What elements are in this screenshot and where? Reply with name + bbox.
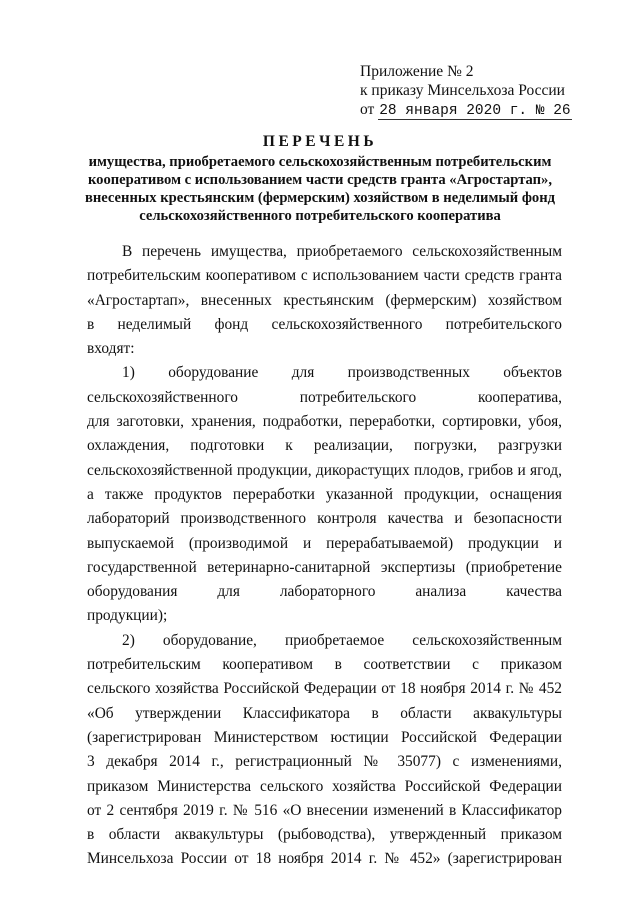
- body-line: от 2 сентября 2019 г. № 516 «О внесении изменений в Классификатор: [87, 801, 562, 819]
- body-line: потребительским кооперативом в соответствии с приказом: [87, 656, 562, 674]
- body-line: приказом Министерства сельского хозяйства Российской Федерации: [87, 777, 562, 795]
- body-line: сельскохозяйственного потребительского кооператива,: [87, 388, 562, 406]
- body-line: в области аквакультуры (рыбоводства), утвержденный приказом: [87, 826, 562, 844]
- body-line: продукции);: [87, 607, 168, 625]
- body-line: для заготовки, хранения, подработки, переработки, сортировки, убоя,: [87, 413, 562, 431]
- appendix-order-ref: к приказу Минсельхоза России: [360, 82, 565, 99]
- body-line: «Об утверждении Классификатора в области аквакультуры: [87, 704, 562, 722]
- appendix-number: Приложение № 2: [360, 63, 474, 80]
- body-line: «Агростартап», внесенных крестьянским (фермерским) хозяйством: [87, 291, 562, 309]
- body-line: 2) оборудование, приобретаемое сельскохозяйственным: [122, 631, 562, 649]
- subtitle-line: имущества, приобретаемого сельскохозяйственным потребительским: [88, 154, 552, 170]
- body-line: входят:: [87, 340, 135, 358]
- document-title: ПЕРЕЧЕНЬ: [262, 133, 378, 150]
- body-line: сельского хозяйства Российской Федерации от 18 ноября 2014 г. № 452: [87, 680, 562, 698]
- subtitle-line: внесенных крестьянским (фермерским) хозяйством в неделимый фонд: [84, 190, 556, 206]
- body-line: а также продуктов переработки указанной продукции, оснащения: [87, 485, 562, 503]
- appendix-order-date: [360, 100, 572, 121]
- body-line: 1) оборудование для производственных объектов: [122, 364, 562, 382]
- appendix-date-typed: 28 января 2020 г. № 26: [379, 103, 571, 119]
- body-line: лабораторий производственного контроля качества и безопасности: [87, 510, 562, 528]
- subtitle-line: кооперативом с использованием части средств гранта «Агростартап»,: [87, 172, 553, 188]
- body-line: 3 декабря 2014 г., регистрационный № 35077) с изменениями,: [87, 753, 562, 771]
- body-line: (зарегистрирован Министерством юстиции Российской Федерации: [87, 728, 562, 746]
- body-line: охлаждения, подготовки к реализации, погрузки, разгрузки: [87, 437, 562, 455]
- appendix-date-prefix: от: [360, 101, 375, 118]
- body-line: сельскохозяйственной продукции, дикорастущих плодов, грибов и ягод,: [87, 461, 562, 479]
- document-body: [87, 240, 562, 872]
- body-line: в неделимый фонд сельскохозяйственного потребительского: [87, 315, 562, 333]
- body-line: государственной ветеринарно-санитарной экспертизы (приобретение: [87, 558, 562, 576]
- body-line: Минсельхоза России от 18 ноября 2014 г. № 452» (зарегистрирован: [87, 850, 562, 868]
- document-subtitle: [60, 153, 580, 225]
- body-line: В перечень имущества, приобретаемого сельскохозяйственным: [122, 243, 562, 260]
- appendix-header: [360, 62, 572, 121]
- body-line: потребительским кооперативом с использованием части средств гранта: [87, 267, 562, 285]
- body-line: оборудования для лабораторного анализа качества: [87, 583, 562, 601]
- body-line: выпускаемой (производимой и перерабатываемой) продукции и: [87, 534, 562, 552]
- subtitle-line: сельскохозяйственного потребительского кооператива: [139, 208, 501, 224]
